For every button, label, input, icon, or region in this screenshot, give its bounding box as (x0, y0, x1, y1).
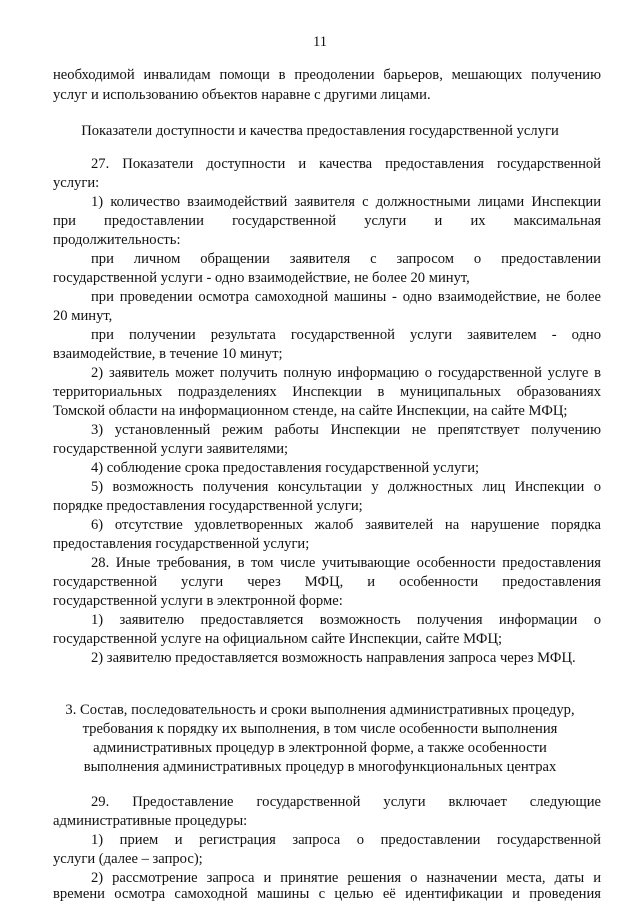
text-line: продолжительность: (53, 232, 181, 248)
text-line: 4) соблюдение срока предоставления государственной услуги; (91, 460, 480, 476)
chapter-heading: выполнения административных процедур в многофункциональных центрах (83, 759, 557, 775)
page-number: 11 (312, 34, 328, 50)
text-line: государственной услуги в электронной форме: (53, 593, 343, 609)
text-line: государственной услуги заявителями; (53, 441, 289, 457)
text-line: 6) отсутствие удовлетворенных жалоб заявителей на нарушение порядка (91, 517, 601, 533)
section-heading: Показатели доступности и качества предоставления государственной услуги (81, 123, 559, 139)
text-line: 5) возможность получения консультации у должностных лиц Инспекции о (91, 479, 601, 495)
text-line: 20 минут, (53, 308, 113, 324)
chapter-heading: требования к порядку их выполнения, в том числе особенности выполнения (82, 721, 558, 737)
text-line: административные процедуры: (53, 813, 248, 829)
text-line: услуги (далее – запрос); (53, 851, 203, 867)
text-line: 2) заявитель может получить полную информацию о государственной услуге в (91, 365, 601, 381)
text-line: взаимодействие, в течение 10 минут; (53, 346, 283, 362)
text-line: государственной услуги через МФЦ, и особенности предоставления (53, 574, 601, 590)
text-line: 2) рассмотрение запроса и принятие решения о назначении места, даты и (91, 870, 601, 886)
text-line: необходимой инвалидам помощи в преодолении барьеров, мешающих получению (53, 67, 601, 83)
text-line: государственной услуге на официальном сайте Инспекции, сайте МФЦ; (53, 631, 503, 647)
text-line: 2) заявителю предоставляется возможность направления запроса через МФЦ. (91, 650, 576, 666)
chapter-heading: административных процедур в электронной форме, а также особенности (93, 740, 547, 756)
text-line: порядке предоставления государственной услуги; (53, 498, 363, 514)
text-line: 1) количество взаимодействий заявителя с должностными лицами Инспекции (91, 194, 601, 210)
text-line: 1) прием и регистрация запроса о предоставлении государственной (91, 832, 601, 848)
text-line: Томской области на информационном стенде, на сайте Инспекции, на сайте МФЦ; (53, 403, 568, 419)
text-line: услуги: (53, 175, 100, 191)
chapter-heading: 3. Состав, последовательность и сроки выполнения административных процедур, (65, 702, 575, 718)
text-line: государственной услуги - одно взаимодействие, не более 20 минут, (53, 270, 470, 286)
text-line: 1) заявителю предоставляется возможность получения информации о (91, 612, 601, 628)
text-line: времени осмотра самоходной машины с целью её идентификации и проведения (53, 886, 601, 902)
text-line: при получении результата государственной услуги заявителем - одно (91, 327, 601, 343)
text-line: 27. Показатели доступности и качества предоставления государственной (91, 156, 601, 172)
text-line: 28. Иные требования, в том числе учитывающие особенности предоставления (91, 555, 601, 571)
text-line: предоставления государственной услуги; (53, 536, 310, 552)
text-line: услуг и использованию объектов наравне с другими лицами. (53, 87, 431, 103)
text-line: при личном обращении заявителя с запросом о предоставлении (91, 251, 601, 267)
text-line: при проведении осмотра самоходной машины - одно взаимодействие, не более (91, 289, 601, 305)
text-line: 3) установленный режим работы Инспекции не препятствует получению (91, 422, 601, 438)
text-line: территориальных подразделениях Инспекции в муниципальных образованиях (53, 384, 601, 400)
text-line: при предоставлении государственной услуги и их максимальная (53, 213, 601, 229)
text-line: 29. Предоставление государственной услуги включает следующие (91, 794, 601, 810)
